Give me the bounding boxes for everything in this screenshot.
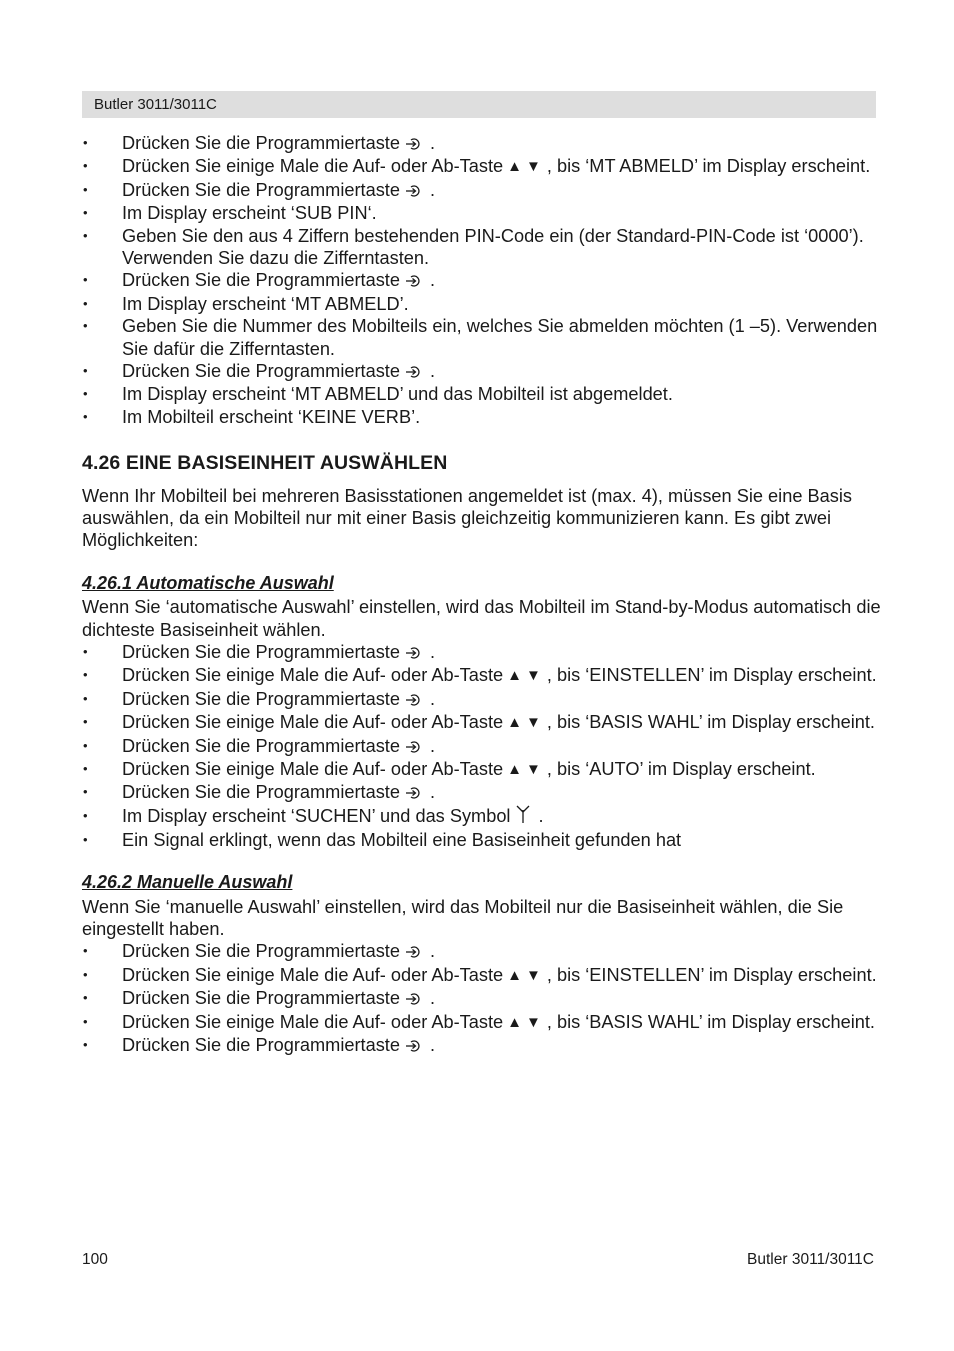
antenna-icon: [516, 805, 530, 828]
list-item: [82, 829, 882, 851]
list-item: [82, 987, 882, 1010]
list-item: [82, 155, 882, 178]
list-item-suffix: .: [424, 941, 436, 962]
list-item: [82, 940, 882, 963]
up-down-arrows-icon: ▲▼: [507, 158, 545, 176]
list-item: [82, 711, 882, 734]
list-item-text: Drücken Sie einige Male die Auf- oder Ab-Taste: [122, 759, 504, 780]
list-item-suffix: , bis ‘BASIS WAHL’ im Display erscheint.: [546, 1011, 875, 1032]
program-key-icon: [406, 782, 422, 804]
list-item-text: Ein Signal erklingt, wenn das Mobilteil eine Basiseinheit gefunden hat: [122, 829, 682, 850]
list-item-suffix: .: [424, 988, 436, 1009]
list-item: [82, 1011, 882, 1034]
section-heading-4-26-2: 4.26.2 Manuelle Auswahl: [82, 872, 293, 893]
list-item-text: Drücken Sie einige Male die Auf- oder Ab-Taste: [122, 156, 504, 177]
list-item: [82, 805, 882, 829]
steps-list-manual: [82, 940, 882, 1057]
list-item: [82, 406, 882, 428]
program-key-icon: [406, 361, 422, 383]
list-item-text: Drücken Sie die Programmiertaste: [122, 179, 400, 200]
list-item-suffix: .: [424, 270, 436, 291]
list-item-suffix: .: [424, 179, 436, 200]
up-down-arrows-icon: ▲▼: [507, 714, 545, 732]
list-item: [82, 225, 882, 270]
section-intro-4-26-1: Wenn Sie ‘automatische Auswahl’ einstellen, wird das Mobilteil im Stand-by-Modus automatisch die dichteste Basiseinheit wählen.: [82, 597, 881, 640]
list-item-text: Drücken Sie die Programmiertaste: [122, 941, 400, 962]
list-item: [82, 132, 882, 155]
list-item: [82, 202, 882, 224]
header-title: Butler 3011/3011C: [94, 96, 217, 113]
list-item-suffix: .: [533, 805, 544, 826]
list-item: [82, 383, 882, 405]
steps-list-auto: [82, 641, 882, 851]
list-item-suffix: , bis ‘BASIS WAHL’ im Display erscheint.: [546, 712, 875, 733]
program-key-icon: [406, 180, 422, 202]
list-item-text: Drücken Sie einige Male die Auf- oder Ab-Taste: [122, 964, 504, 985]
list-item-text: Im Mobilteil erscheint ‘KEINE VERB’.: [122, 406, 421, 427]
list-item: [82, 964, 882, 987]
list-item-text: Drücken Sie die Programmiertaste: [122, 361, 400, 382]
list-item-text: Drücken Sie die Programmiertaste: [122, 133, 400, 153]
program-key-icon: [406, 270, 422, 292]
list-item: [82, 781, 882, 804]
up-down-arrows-icon: ▲▼: [507, 1013, 545, 1031]
section-heading-4-26: 4.26 EINE BASISEINHEIT AUSWÄHLEN: [82, 452, 448, 475]
list-item-suffix: .: [424, 133, 436, 153]
program-key-icon: [406, 941, 422, 963]
up-down-arrows-icon: ▲▼: [507, 667, 545, 685]
program-key-icon: [406, 988, 422, 1010]
list-item: [82, 664, 882, 687]
up-down-arrows-icon: ▲▼: [507, 761, 545, 779]
list-item-text: Drücken Sie die Programmiertaste: [122, 688, 400, 709]
list-item-suffix: .: [424, 361, 436, 382]
list-item-suffix: .: [424, 688, 436, 709]
program-key-icon: [406, 133, 422, 155]
list-item-text: Drücken Sie die Programmiertaste: [122, 735, 400, 756]
list-item: [82, 688, 882, 711]
list-item: [82, 758, 882, 781]
list-item-suffix: .: [424, 735, 436, 756]
list-item: [82, 315, 882, 360]
page-number: 100: [82, 1251, 108, 1268]
program-key-icon: [406, 1035, 422, 1057]
list-item: [82, 293, 882, 315]
footer-title: Butler 3011/3011C: [747, 1251, 874, 1268]
list-item: [82, 360, 882, 383]
list-item: [82, 1034, 882, 1057]
list-item-text: Im Display erscheint ‘MT ABMELD’ und das Mobilteil ist abgemeldet.: [122, 384, 673, 405]
list-item-suffix: , bis ‘EINSTELLEN’ im Display erscheint.: [546, 964, 877, 985]
program-key-icon: [406, 689, 422, 711]
list-item-suffix: , bis ‘MT ABMELD’ im Display erscheint.: [546, 156, 871, 177]
page-header: [82, 91, 876, 118]
steps-list-unregister: [82, 132, 882, 428]
page-content: [82, 132, 882, 1057]
list-item: [82, 735, 882, 758]
list-item-text: Im Display erscheint ‘SUB PIN‘.: [122, 203, 377, 224]
list-item-text: Drücken Sie die Programmiertaste: [122, 642, 400, 663]
program-key-icon: [406, 642, 422, 664]
list-item: [82, 641, 882, 664]
list-item-text: Drücken Sie einige Male die Auf- oder Ab-Taste: [122, 1011, 504, 1032]
list-item: [82, 269, 882, 292]
list-item: [82, 179, 882, 202]
list-item-text: Drücken Sie die Programmiertaste: [122, 1034, 400, 1055]
list-item-text: Drücken Sie die Programmiertaste: [122, 270, 400, 291]
section-heading-4-26-1: 4.26.1 Automatische Auswahl: [82, 572, 334, 593]
list-item-text: Drücken Sie einige Male die Auf- oder Ab-Taste: [122, 665, 504, 686]
list-item-text: Im Display erscheint ‘SUCHEN’ und das Symbol: [122, 805, 511, 826]
list-item-suffix: .: [424, 1034, 436, 1055]
list-item-text: Drücken Sie einige Male die Auf- oder Ab-Taste: [122, 712, 504, 733]
list-item-text: Im Display erscheint ‘MT ABMELD’.: [122, 293, 409, 314]
list-item-suffix: .: [424, 782, 436, 803]
list-item-text: Geben Sie den aus 4 Ziffern bestehenden PIN-Code ein (der Standard-PIN-Code ist ‘0000’). Verwenden Sie dazu die Zifferntasten.: [122, 225, 864, 268]
list-item-text: Drücken Sie die Programmiertaste: [122, 988, 400, 1009]
section-intro-4-26-2: Wenn Sie ‘manuelle Auswahl’ einstellen, wird das Mobilteil nur die Basiseinheit wählen, die Sie eingestellt haben.: [82, 896, 844, 939]
up-down-arrows-icon: ▲▼: [507, 966, 545, 984]
program-key-icon: [406, 736, 422, 758]
list-item-suffix: , bis ‘AUTO’ im Display erscheint.: [546, 759, 816, 780]
list-item-suffix: .: [424, 642, 436, 663]
list-item-text: Geben Sie die Nummer des Mobilteils ein, welches Sie abmelden möchten (1 –5). Verwenden Sie dafür die Zifferntasten.: [122, 316, 878, 359]
list-item-suffix: , bis ‘EINSTELLEN’ im Display erscheint.: [546, 665, 877, 686]
section-intro-4-26: Wenn Ihr Mobilteil bei mehreren Basisstationen angemeldet ist (max. 4), müssen Sie eine Basis auswählen, da ein Mobilteil nur mit einer Basis gleichzeitig kommunizieren kann. Es gibt zwei Möglichkeiten:: [82, 485, 852, 551]
list-item-text: Drücken Sie die Programmiertaste: [122, 782, 400, 803]
